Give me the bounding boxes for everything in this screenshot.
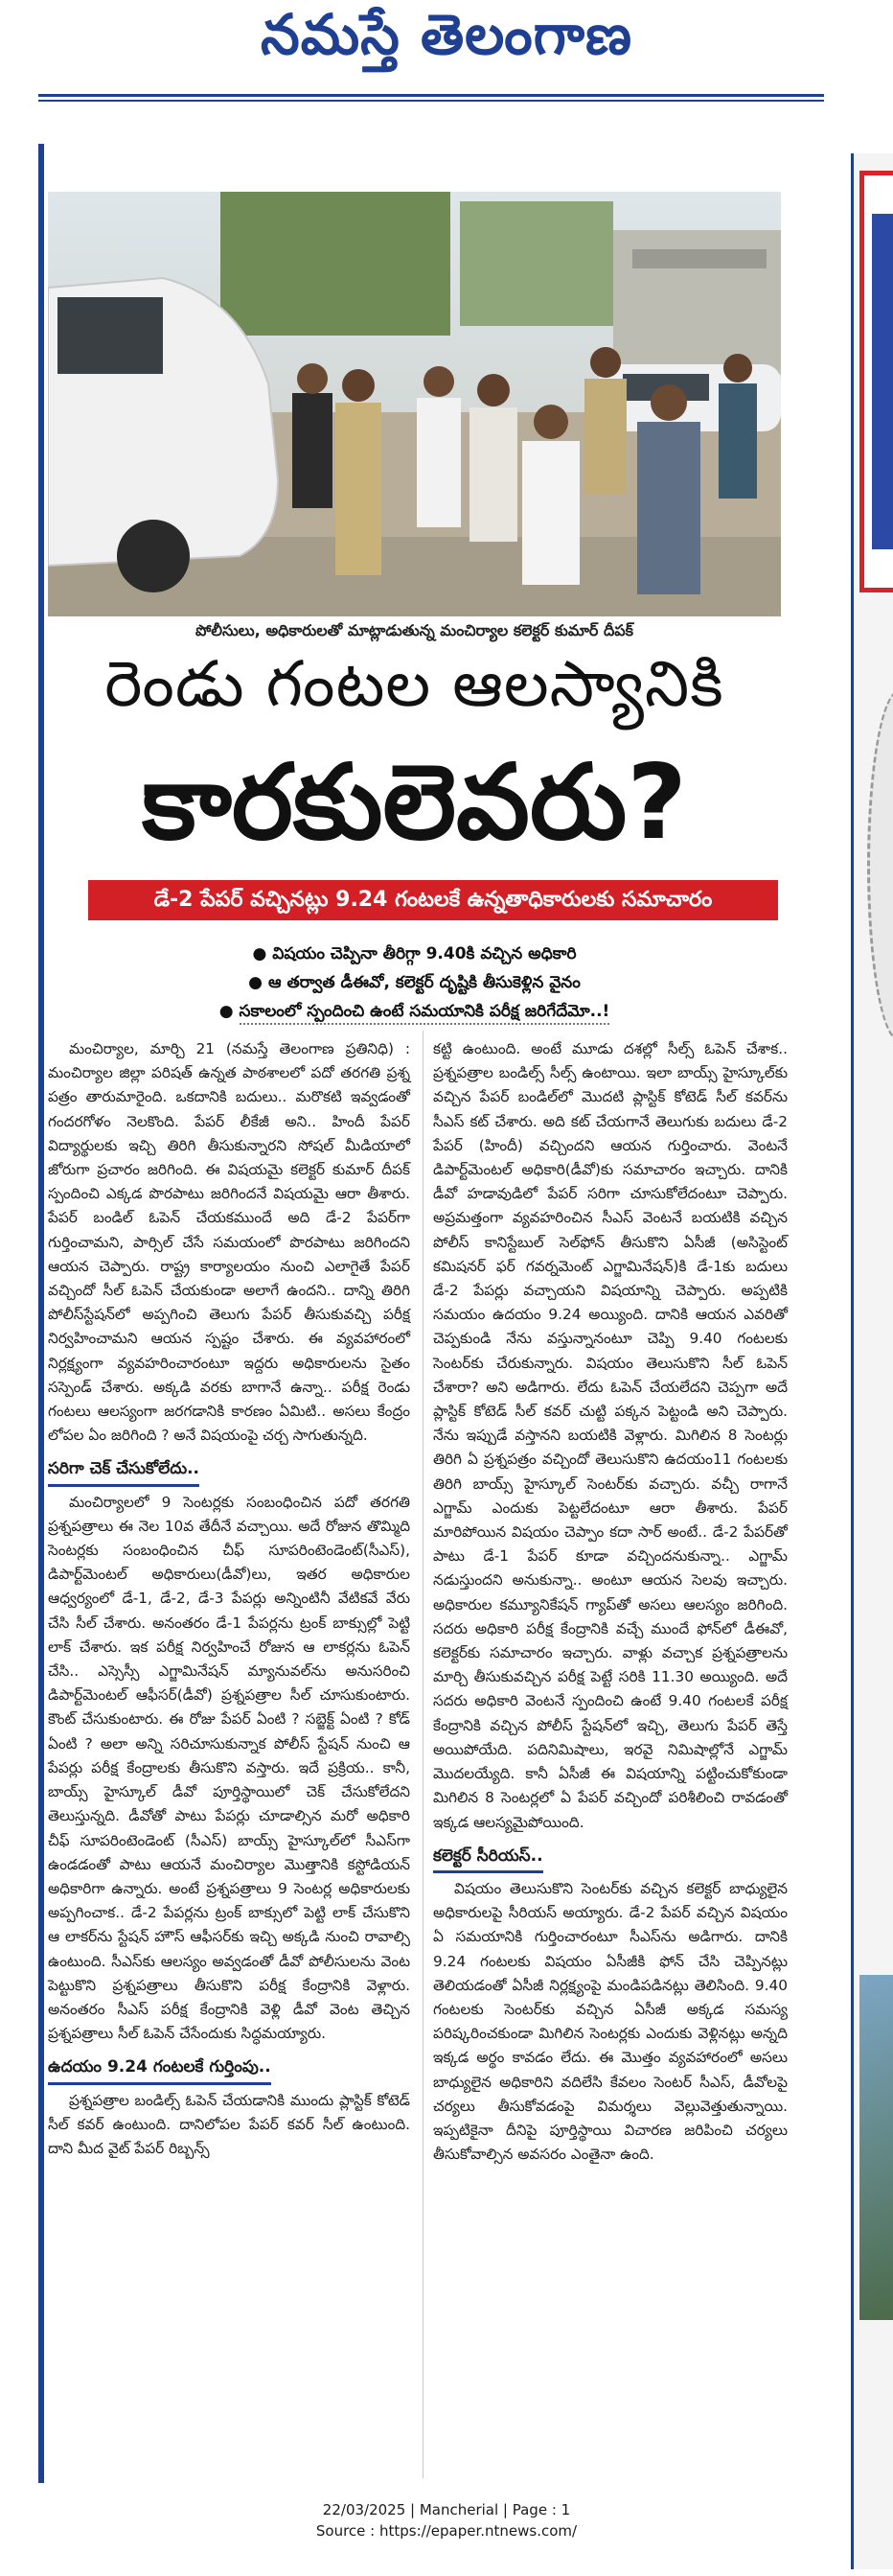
article-paragraph: కట్టి ఉంటుంది. అంటే మూడు దశల్లో సీల్స్ ఓపెన్ చేశాక.. ప్రశ్నపత్రాల బండిల్స్ సీల్స్ ఉంటాయి. ఇలా బాయ్స్ హైస్కూల్‌కు వచ్చిన పేపర్ బండిల్‌లో మొదటి ప్లాస్టిక్ కోటెడ్ సీల్ కవర్‌ను సీఎస్ కట్ చేశారు. అది కట్ చేయగానే తెలుగుకు బదులు డే-2 పేపర్ (హిందీ) వచ్చిందని ఆయన గుర్తించారు. వెంటనే డిపార్ట్‌మెంటల్ అధికారి(డీవో)కు సమాచారం ఇచ్చారు. దానికి డీవో హడావుడిలో పేపర్ సరిగా చూసుకోలేదంటూ చెప్పారు. అప్రమత్తంగా వ్యవహరించిన సీఎస్ వెంటనే బయటికి వచ్చిన పోలీస్ కానిస్టేబుల్ సెల్‌ఫోన్ తీసుకొని ఏసీజీ (అసిస్టెంట్ కమిషనర్ ఫర్ గవర్నమెంట్ ఎగ్జామినేషన్)కి డే-1కు బదులు డే-2 పేపర్లు వచ్చాయని విషయాన్ని చెప్పారు. అప్పటికి సమయం ఉదయం 9.24 అయ్యింది. దానికి ఆయన ఎవరితో చెప్పకుండి నేను వస్తున్నానంటూ చెప్పి 9.40 గంటలకు సెంటర్‌కు చేరుకున్నారు. విషయం తెలుసుకొని సీల్ ఓపెన్ చేశారా? అని అడిగారు. లేదు ఓపెన్ చేయలేదని చెప్పగా అదే ప్లాస్టిక్ కోటెడ్ సీల్ కవర్ చుట్టి పక్కన పెట్టండి అని చెప్పారు. నేను ఇప్పుడే వస్తానని బయటికి వెళ్లారు. మిగిలిన 8 సెంటర్లు తిరిగి ఏ ప్రశ్నపత్రం వచ్చిందో తెలుసుకొని ఉదయం11 గంటలకు తిరిగి బాయ్స్ హైస్కూల్ సెంటర్‌కు వచ్చారు. వచ్చీ రాగానే ఎగ్జామ్ ఎందుకు పెట్టలేదంటూ ఆరా తీశారు. పేపర్ మారిపోయిన విషయం చెప్పాం కదా సార్ అంటే.. డే-2 పేపర్‌తో పాటు డే-1 పేపర్ కూడా వచ్చిందనుకున్నా.. ఎగ్జామ్ నడుస్తుందని అనుకున్నా.. అంటూ ఆయన సెలవు ఇచ్చారు. అధికారుల కమ్యూనికేషన్ గ్యాప్‌తో అసలు ఆలస్యం జరిగింది. సదరు అధికారి పరీక్ష కేంద్రానికి వచ్చే ముందే ఫోన్‌లో డీఈవో, కలెక్టర్‌కు సమాచారం ఇచ్చారు. వాళ్లు వచ్చాక ప్రశ్నపత్రాలను మార్చి తీసుకువచ్చిన పరీక్ష పెట్టే సరికి 11.30 అయ్యింది. అదే సదరు అధికారి వెంటనే స్పందించి ఉంటే 9.40 గంటలకే పరీక్ష కేంద్రానికి వచ్చిన పోలీస్ స్టేషన్‌లో ఇచ్చి, తెలుగు పేపర్ తెస్తే అయిపోయేది. పదినిమిషాలు, ఇరవై నిమిషాల్లోనే ఎగ్జామ్ మొదలయ్యేది. కానీ ఏసీజీ ఈ విషయాన్ని పట్టించుకోకుండా మిగిలిన 8 సెంటర్లలో ఏ పేపర్ వచ్చిందో పరిశీలించి రావడంతో ఇక్కడ ఆలస్యమైపోయింది. bbox=[433, 1040, 788, 1831]
bullet-point-2 bbox=[48, 973, 781, 996]
bullet-text-1: విషయం చెప్పినా తీరిగ్గా 9.40కి వచ్చిన అధికారి bbox=[272, 944, 577, 963]
article-column-right bbox=[433, 1037, 788, 2167]
round-emblem bbox=[867, 690, 893, 1041]
article-paragraph: మంచిర్యాల, మార్చి 21 (నమస్తే తెలంగాణ ప్రతినిధి) : మంచిర్యాల జిల్లా పరిషత్ ఉన్నత పాఠశాలలో పదో తరగతి ప్రశ్న పత్రం తారుమారైంది. ఒకదానికి బదులు.. మరొకటి ఇవ్వడంతో గందరగోళం నెలకొంది. పేపర్ లీకేజీ అని.. హిందీ పేపర్ విద్యార్థులకు ఇచ్చి తిరిగి తీసుకున్నారని సోషల్ మీడియాలో జోరుగా ప్రచారం జరిగింది. ఈ విషయమై కలెక్టర్ కుమార్ దీపక్ స్పందించి ఎక్కడ పొరపాటు జరిగిందనే విషయమై ఆరా తీశారు. పేపర్ బండిల్ ఓపెన్ చేయకముందే అది డే-2 పేపర్‌గా గుర్తించామని, పార్సిల్ చేసే సమయంలో పొరపాటు జరిగిందని ఆయన చెప్పారు. రాష్ట్ర కార్యాలయం నుంచి ఎలాగైతే పేపర్ వచ్చిందో సీల్ ఓపెన్ చేయకుండా అలాగే ఉందని.. దాన్ని తిరిగి పోలీస్‌స్టేషన్‌లో అప్పగించి తెలుగు పేపర్ తీసుకువచ్చి పరీక్ష నిర్వహించామని ఆయన స్పష్టం చేశారు. ఈ వ్యవహారంలో నిర్లక్ష్యంగా వ్యవహరించారంటూ ఇద్దరు అధికారులను సైతం సస్పెండ్ చేశారు. అక్కడి వరకు బాగానే ఉన్నా.. పరీక్ష రెండు గంటలు ఆలస్యంగా జరగడానికి కారణం ఏమిటి.. అసలు కేంద్రం లోపల ఏం జరిగింది ? అనే విషయంపై చర్చ సాగుతున్నది. bbox=[48, 1040, 410, 1445]
page-footer bbox=[0, 2499, 893, 2541]
bullet-point-1 bbox=[48, 944, 781, 967]
sub-heading: ఉదయం 9.24 గంటలకే గుర్తింపు.. bbox=[48, 2055, 271, 2084]
advertisement-box bbox=[859, 171, 893, 592]
bullet-text-3: సకాలంలో స్పందించి ఉంటే సమయానికి పరీక్ష జరిగేదేమో..! bbox=[240, 1002, 610, 1025]
sub-heading: సరిగా చెక్ చేసుకోలేదు.. bbox=[48, 1457, 199, 1486]
adjacent-page-strip bbox=[851, 153, 893, 2569]
left-border-strip bbox=[38, 144, 44, 2483]
masthead-rule bbox=[38, 94, 824, 102]
article-paragraph: విషయం తెలుసుకొని సెంటర్‌కు వచ్చిన కలెక్టర్ బాధ్యులైన అధికారులపై సీరియస్ అయ్యారు. డే-2 పేపర్ వచ్చిన విషయం ఏ సమయానికి గుర్తించారంటూ సీఎస్‌ను అడిగారు. దానికి 9.24 గంటలకు విషయం ఏసీజీకి ఫోన్ చేసి చెప్పినట్లు తెలియడంతో ఏసీజీ నిర్లక్ష్యంపై మండిపడినట్లు తెలిసింది. 9.40 గంటలకు సెంటర్‌కు వచ్చిన ఏసీజీ అక్కడ సమస్య పరిష్కరించకుండా మిగిలిన సెంటర్లకు ఎందుకు వెళ్లినట్లు అన్నది ఇక్కడ అర్థం కావడం లేదు. ఈ మొత్తం వ్యవహారంలో అసలు బాధ్యులైన అధికారిని వదిలేసి కేవలం సెంటర్ సీఎస్, డీవోలపై చర్యలు తీసుకోవడంపై విమర్శలు వెల్లువెత్తుతున్నాయి. ఇప్పటికైనా దీనిపై పూర్తిస్థాయి విచారణ జరిపించి చర్యలు తీసుకోవాల్సిన అవసరం ఎంతైనా ఉంది. bbox=[433, 1879, 788, 2164]
article-paragraph: ప్రశ్నపత్రాల బండిల్స్ ఓపెన్ చేయడానికి ముందు ప్లాస్టిక్ కోటెడ్ సీల్ కవర్ ఉంటుంది. దానిలోపల పేపర్ కవర్ సీల్ ఉంటుంది. దాని మీద వైట్ పేపర్ రిబ్బన్స్ bbox=[48, 2091, 410, 2157]
news-photo bbox=[48, 192, 781, 616]
bullet-point-3 bbox=[48, 1002, 781, 1025]
highlight-banner: డే-2 పేపర్ వచ్చినట్లు 9.24 గంటలకే ఉన్నతాధికారులకు సమాచారం bbox=[88, 880, 778, 920]
footer-date-edition: 22/03/2025 | Mancherial | Page : 1 bbox=[322, 2501, 571, 2518]
advertisement-graphic bbox=[872, 214, 893, 549]
news-photo-illustration bbox=[48, 192, 781, 616]
adjacent-photo bbox=[859, 1975, 893, 2320]
headline-line-2: కారకులెవరు? bbox=[142, 743, 687, 863]
column-divider bbox=[423, 1031, 424, 2478]
bullet-icon: ● bbox=[218, 1002, 234, 1021]
bullet-icon: ● bbox=[252, 944, 267, 963]
bullet-text-2: ఆ తర్వాత డీఈవో, కలెక్టర్ దృష్టికి తీసుకెళ్లిన వైనం bbox=[267, 973, 581, 992]
footer-source: Source : https://epaper.ntnews.com/ bbox=[315, 2522, 578, 2540]
masthead bbox=[0, 0, 893, 96]
headline-line-1: రెండు గంటల ఆలస్యానికి bbox=[104, 647, 724, 721]
newspaper-logo: నమస్తే తెలంగాణ bbox=[261, 2, 632, 67]
bullet-icon: ● bbox=[248, 973, 263, 992]
article-paragraph: మంచిర్యాలలో 9 సెంటర్లకు సంబంధించిన పదో తరగతి ప్రశ్నపత్రాలు ఈ నెల 10వ తేదీనే వచ్చాయి. అదే రోజున తొమ్మిది సెంటర్లకు సంబంధించిన చీఫ్ సూపరింటెండెంట్(సీఎస్), డిపార్ట్‌మెంటల్ అధికారులు(డీవో)లు, ఇతర అధికారుల ఆధ్వర్యంలో డే-1, డే-2, డే-3 పేపర్లు అన్నింటినీ వేటికవే వేరు చేసి సీల్ చేశారు. అనంతరం డే-1 పేపర్లను ట్రంక్ బాక్సుల్లో పెట్టి లాక్ చేశారు. ఇక పరీక్ష నిర్వహించే రోజున ఆ లాకర్లను ఓపెన్ చేసి.. ఎస్సెస్సీ ఎగ్జామినేషన్ మ్యానువల్‌ను అనుసరించి డిపార్ట్‌మెంటల్ ఆఫీసర్(డీవో) ప్రశ్నపత్రాల సీల్ చూసుకుంటారు. కౌంట్ చేసుకుంటారు. ఈ రోజు పేపర్ ఏంటి ? సబ్జెక్ట్ ఏంటి ? కోడ్ ఏంటి ? అలా అన్ని సరిచూసుకున్నాక పోలీస్ స్టేషన్ నుంచి ఆ పేపర్లు పరీక్ష కేంద్రాలకు తీసుకొని వస్తారు. ఇదే ప్రక్రియ.. కానీ, బాయ్స్ హైస్కూల్ డీవో పూర్తిస్థాయిలో చెక్ చేసుకోలేదని తెలుస్తున్నది. డీవోతో పాటు పేపర్లు చూడాల్సిన మరో అధికారి చీఫ్ సూపరింటెండెంట్ (సీఎస్) బాయ్స్ హైస్కూల్‌లో సీఎస్‌గా ఉండడంతో పాటు ఆయనే మంచిర్యాల మొత్తానికి కస్టోడియన్ అధికారిగా ఉన్నారు. అంటే ప్రశ్నపత్రాలు 9 సెంటర్ల అధికారులకు అప్పగించాక.. డే-2 పేపర్లను ట్రంక్ బాక్సులో పెట్టి లాక్ చేసుకొని ఆ లాకర్‌ను స్టేషన్ హౌస్ ఆఫీసర్‌కు ఇచ్చి అక్కడి నుంచి రావాల్సి ఉంటుంది. సీఎస్‌కు ఆలస్యం అవ్వడంతో డీవో పోలీసులను వెంట పెట్టుకొని ప్రశ్నపత్రాలు తీసుకొని పరీక్ష కేంద్రానికి వెళ్లారు. అనంతరం సీఎస్ పరీక్ష కేంద్రానికి వెళ్లి డీవో వెంట తెచ్చిన ప్రశ్నపత్రాలు సీల్ ఓపెన్ చేసేందుకు సిద్ధమయ్యారు. bbox=[48, 1493, 410, 2043]
sub-heading: కలెక్టర్ సీరియస్.. bbox=[433, 1845, 543, 1873]
article-column-left bbox=[48, 1037, 410, 2161]
photo-caption: పోలీసులు, అధికారులతో మాట్లాడుతున్న మంచిర్యాల కలెక్టర్ కుమార్ దీపక్ bbox=[195, 621, 633, 639]
